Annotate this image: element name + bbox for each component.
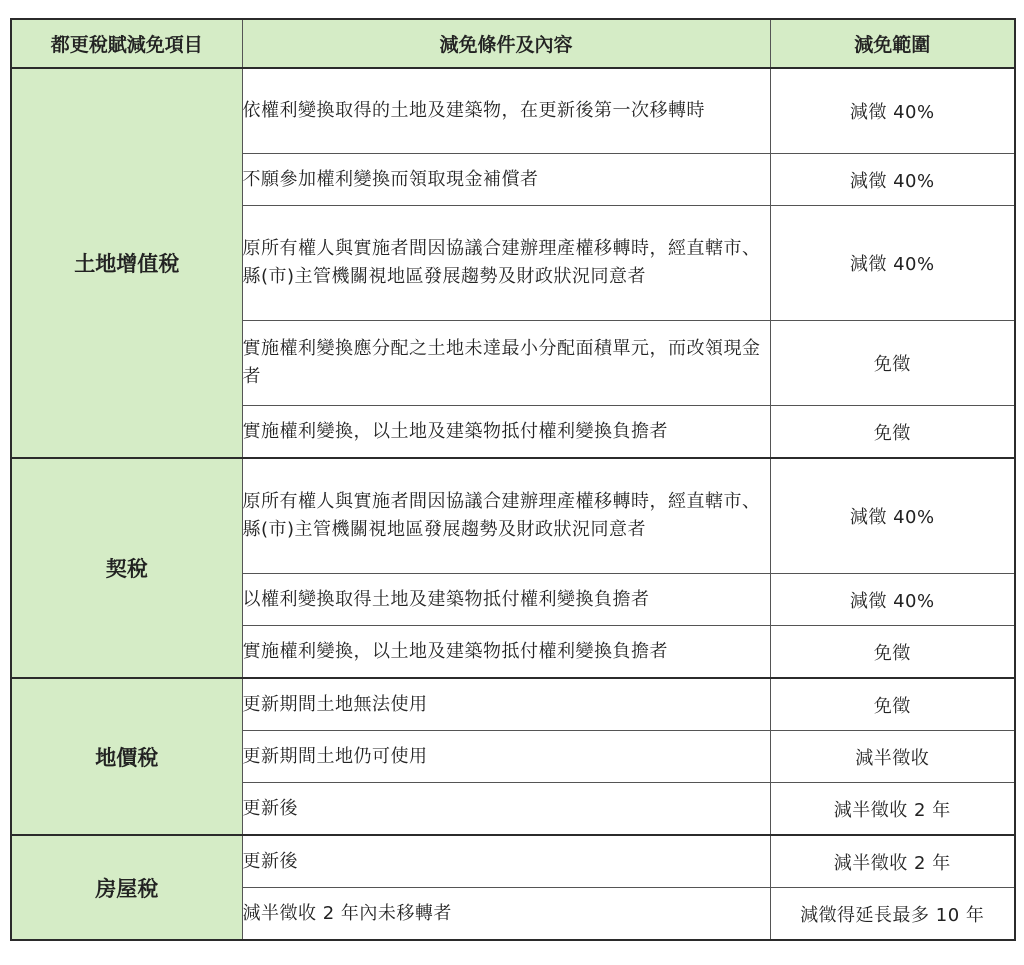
range-cell: 減徵 40% — [770, 206, 1015, 321]
condition-cell: 更新期間土地仍可使用 — [242, 731, 770, 783]
range-cell: 減徵 40% — [770, 68, 1015, 154]
condition-cell: 原所有權人與實施者間因協議合建辦理產權移轉時，經直轄市、縣(市)主管機關視地區發展趨勢及財政狀況同意者 — [242, 206, 770, 321]
header-condition: 減免條件及內容 — [242, 19, 770, 68]
condition-cell: 原所有權人與實施者間因協議合建辦理產權移轉時，經直轄市、縣(市)主管機關視地區發展趨勢及財政狀況同意者 — [242, 458, 770, 574]
range-cell: 減徵 40% — [770, 458, 1015, 574]
condition-cell: 減半徵收 2 年內未移轉者 — [242, 888, 770, 941]
condition-cell: 更新後 — [242, 783, 770, 836]
table-row — [11, 835, 1015, 888]
condition-cell: 實施權利變換應分配之土地未達最小分配面積單元，而改領現金者 — [242, 321, 770, 406]
condition-cell: 以權利變換取得土地及建築物抵付權利變換負擔者 — [242, 574, 770, 626]
table-header-row — [11, 19, 1015, 68]
range-cell: 減徵 40% — [770, 574, 1015, 626]
tax-table-container — [10, 18, 1016, 941]
range-cell: 免徵 — [770, 626, 1015, 679]
condition-cell: 實施權利變換，以土地及建築物抵付權利變換負擔者 — [242, 626, 770, 679]
range-cell: 免徵 — [770, 406, 1015, 459]
category-land-value-tax: 地價稅 — [11, 678, 242, 835]
condition-cell: 更新期間土地無法使用 — [242, 678, 770, 731]
category-land-value-increment-tax: 土地增值稅 — [11, 68, 242, 458]
table-row — [11, 458, 1015, 574]
range-cell: 減半徵收 — [770, 731, 1015, 783]
range-cell: 減半徵收 2 年 — [770, 783, 1015, 836]
range-cell: 減半徵收 2 年 — [770, 835, 1015, 888]
range-cell: 免徵 — [770, 678, 1015, 731]
condition-cell: 更新後 — [242, 835, 770, 888]
tax-exemption-table — [10, 18, 1016, 941]
header-item: 都更稅賦減免項目 — [11, 19, 242, 68]
range-cell: 免徵 — [770, 321, 1015, 406]
condition-cell: 依權利變換取得的土地及建築物，在更新後第一次移轉時 — [242, 68, 770, 154]
condition-cell: 實施權利變換，以土地及建築物抵付權利變換負擔者 — [242, 406, 770, 459]
table-row — [11, 678, 1015, 731]
range-cell: 減徵 40% — [770, 154, 1015, 206]
category-deed-tax: 契稅 — [11, 458, 242, 678]
category-house-tax: 房屋稅 — [11, 835, 242, 940]
condition-cell: 不願參加權利變換而領取現金補償者 — [242, 154, 770, 206]
range-cell: 減徵得延長最多 10 年 — [770, 888, 1015, 941]
header-range: 減免範圍 — [770, 19, 1015, 68]
table-row — [11, 68, 1015, 154]
